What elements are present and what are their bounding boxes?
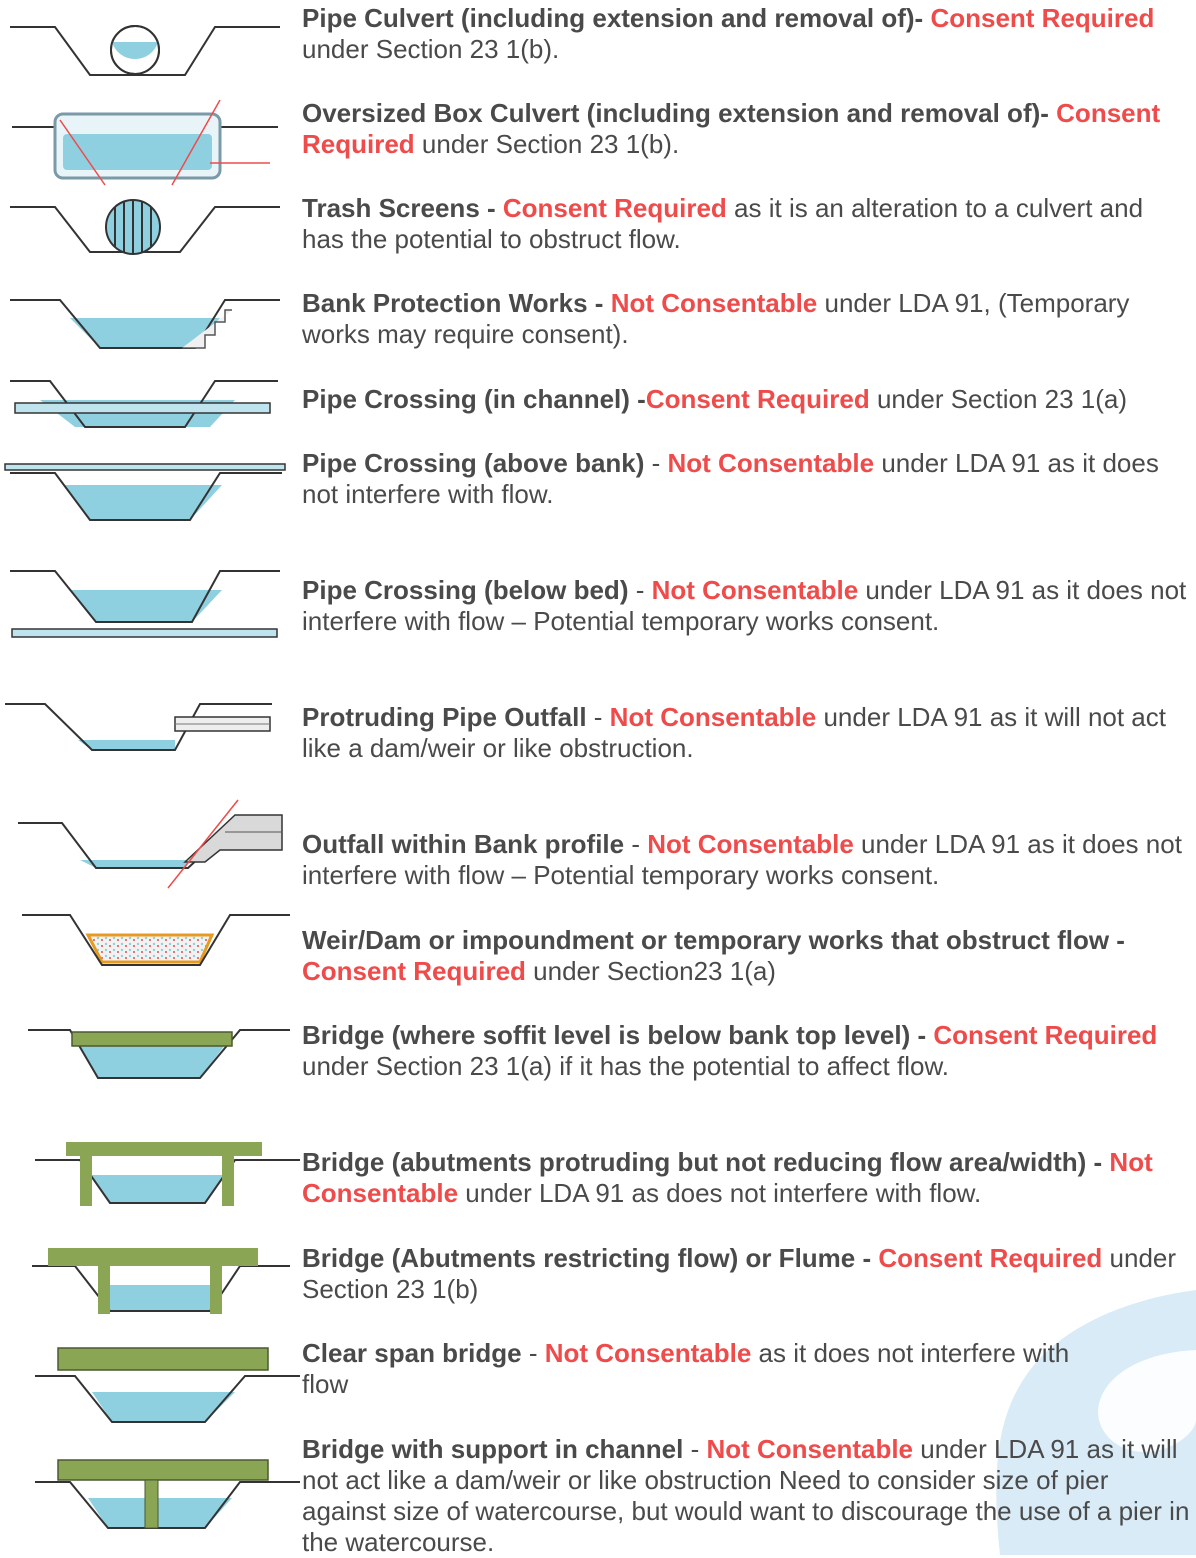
entry-separator: - [644, 448, 668, 478]
entry-status: Not Consentable [651, 575, 859, 605]
entry-description: as it is an alteration to a culvert and has the potential to obstruct flow. [302, 193, 1144, 254]
entry-status: Not Consentable [706, 1434, 914, 1464]
entry-pipe-above-bank [302, 448, 1192, 510]
entry-status: Not Consentable [647, 829, 854, 859]
entry-bank-protection [302, 288, 1192, 350]
entry-description: under LDA 91 as it will not act like a dam/weir or like obstruction. [302, 702, 1166, 763]
entry-status: Consent Required [302, 956, 526, 986]
entry-bridge-pier [302, 1434, 1192, 1558]
box-culvert-diagram [12, 100, 278, 185]
entry-description: under LDA 91, (Temporary works may require consent). [302, 288, 1130, 349]
entry-description: under LDA 91 as it does not interfere with flow – Potential temporary works consent. [302, 829, 1182, 890]
entry-trash-screens [302, 193, 1192, 255]
bridge-restricting-abutments-diagram [32, 1248, 290, 1314]
entry-description: under Section 23 1(b). [414, 129, 680, 159]
bridge-low-soffit-diagram [28, 1030, 290, 1078]
entry-title: Clear span bridge [302, 1338, 522, 1368]
entry-description: as it does not interfere with flow [302, 1338, 1070, 1399]
entry-pipe-in-channel [302, 384, 1192, 415]
entry-bridge-low-soffit [302, 1020, 1192, 1082]
entry-description: under LDA 91 as it will not act like a dam/weir or like obstruction Need to consider size of pier against size of watercourse, but would want to discourage the use of a pier in the watercourse. [302, 1434, 1190, 1557]
entry-status: Not Consentable [667, 448, 875, 478]
entry-title: Pipe Crossing (below bed) [302, 575, 629, 605]
entry-status: Consent Required [502, 193, 727, 223]
entry-separator [603, 288, 610, 318]
entry-description: under Section 23 1(a) if it has the potential to affect flow. [302, 1051, 950, 1081]
entry-pipe-culvert [302, 3, 1192, 65]
entry-outfall-in-bank [302, 829, 1192, 891]
diagram-column [0, 0, 300, 1555]
entry-title: Bank Protection Works - [302, 288, 604, 318]
entry-description: under Section 23 1(b) [302, 1243, 1177, 1304]
entry-description: under LDA 91 as it does not interfere with flow – Potential temporary works consent. [302, 575, 1187, 636]
clear-span-bridge-diagram [35, 1348, 300, 1422]
entry-description: under LDA 91 as it does not interfere with flow. [302, 448, 1159, 509]
entry-weir-dam [302, 925, 1192, 987]
entry-description: under LDA 91 as does not interfere with flow. [458, 1178, 982, 1208]
entry-separator: - [586, 702, 610, 732]
entry-status: Consent Required [933, 1020, 1158, 1050]
entry-title: Outfall within Bank profile [302, 829, 625, 859]
entry-title: Pipe Crossing (in channel) - [302, 384, 646, 414]
entry-title: Oversized Box Culvert (including extension and removal of)- [302, 98, 1049, 128]
pipe-culvert-diagram [10, 26, 280, 75]
entry-title: Bridge (Abutments restricting flow) or Flume - [302, 1243, 872, 1273]
bridge-pier-diagram [35, 1460, 300, 1528]
entry-protruding-outfall [302, 702, 1192, 764]
entry-status: Consent Required [878, 1243, 1103, 1273]
entry-box-culvert [302, 98, 1192, 160]
entry-separator: - [683, 1434, 707, 1464]
bank-protection-diagram [10, 300, 280, 348]
entry-status: Not Consentable [302, 1147, 1153, 1208]
bridge-protruding-abutments-diagram [35, 1142, 300, 1206]
pipe-below-bed-diagram [10, 571, 280, 637]
entry-status: Consent Required [302, 98, 1161, 159]
entry-separator [496, 193, 503, 223]
entry-status: Not Consentable [544, 1338, 752, 1368]
weir-dam-diagram [22, 915, 290, 965]
trash-screen-diagram [10, 200, 280, 254]
entry-status: Not Consentable [609, 702, 817, 732]
pipe-above-bank-diagram [5, 464, 285, 520]
entry-clear-span-bridge [302, 1338, 1122, 1400]
entry-separator: - [628, 575, 652, 605]
entry-title: Bridge (abutments protruding but not reducing flow area/width) - [302, 1147, 1103, 1177]
pipe-in-channel-diagram [10, 381, 278, 427]
protruding-outfall-diagram [5, 704, 272, 750]
entry-title: Bridge with support in channel [302, 1434, 684, 1464]
entry-bridge-protruding-abutments [302, 1147, 1192, 1209]
entry-pipe-below-bed [302, 575, 1192, 637]
entry-separator: - [624, 829, 648, 859]
entry-status: Not Consentable [610, 288, 818, 318]
entry-status: Consent Required [930, 3, 1155, 33]
entry-bridge-restricting-abutments [302, 1243, 1192, 1305]
outfall-in-bank-diagram [18, 800, 282, 888]
entry-title: Pipe Crossing (above bank) [302, 448, 645, 478]
entry-title: Trash Screens - [302, 193, 496, 223]
entry-description: under Section 23 1(a) [869, 384, 1128, 414]
entry-separator: - [521, 1338, 545, 1368]
entry-description: under Section 23 1(b). [302, 34, 560, 64]
entry-status: Consent Required [645, 384, 870, 414]
entry-title: Bridge (where soffit level is below bank top level) - [302, 1020, 927, 1050]
entry-title: Weir/Dam or impoundment or temporary works that obstruct flow - [302, 925, 1125, 955]
entry-title: Protruding Pipe Outfall [302, 702, 587, 732]
entry-description: under Section23 1(a) [525, 956, 776, 986]
entry-title: Pipe Culvert (including extension and removal of)- [302, 3, 924, 33]
